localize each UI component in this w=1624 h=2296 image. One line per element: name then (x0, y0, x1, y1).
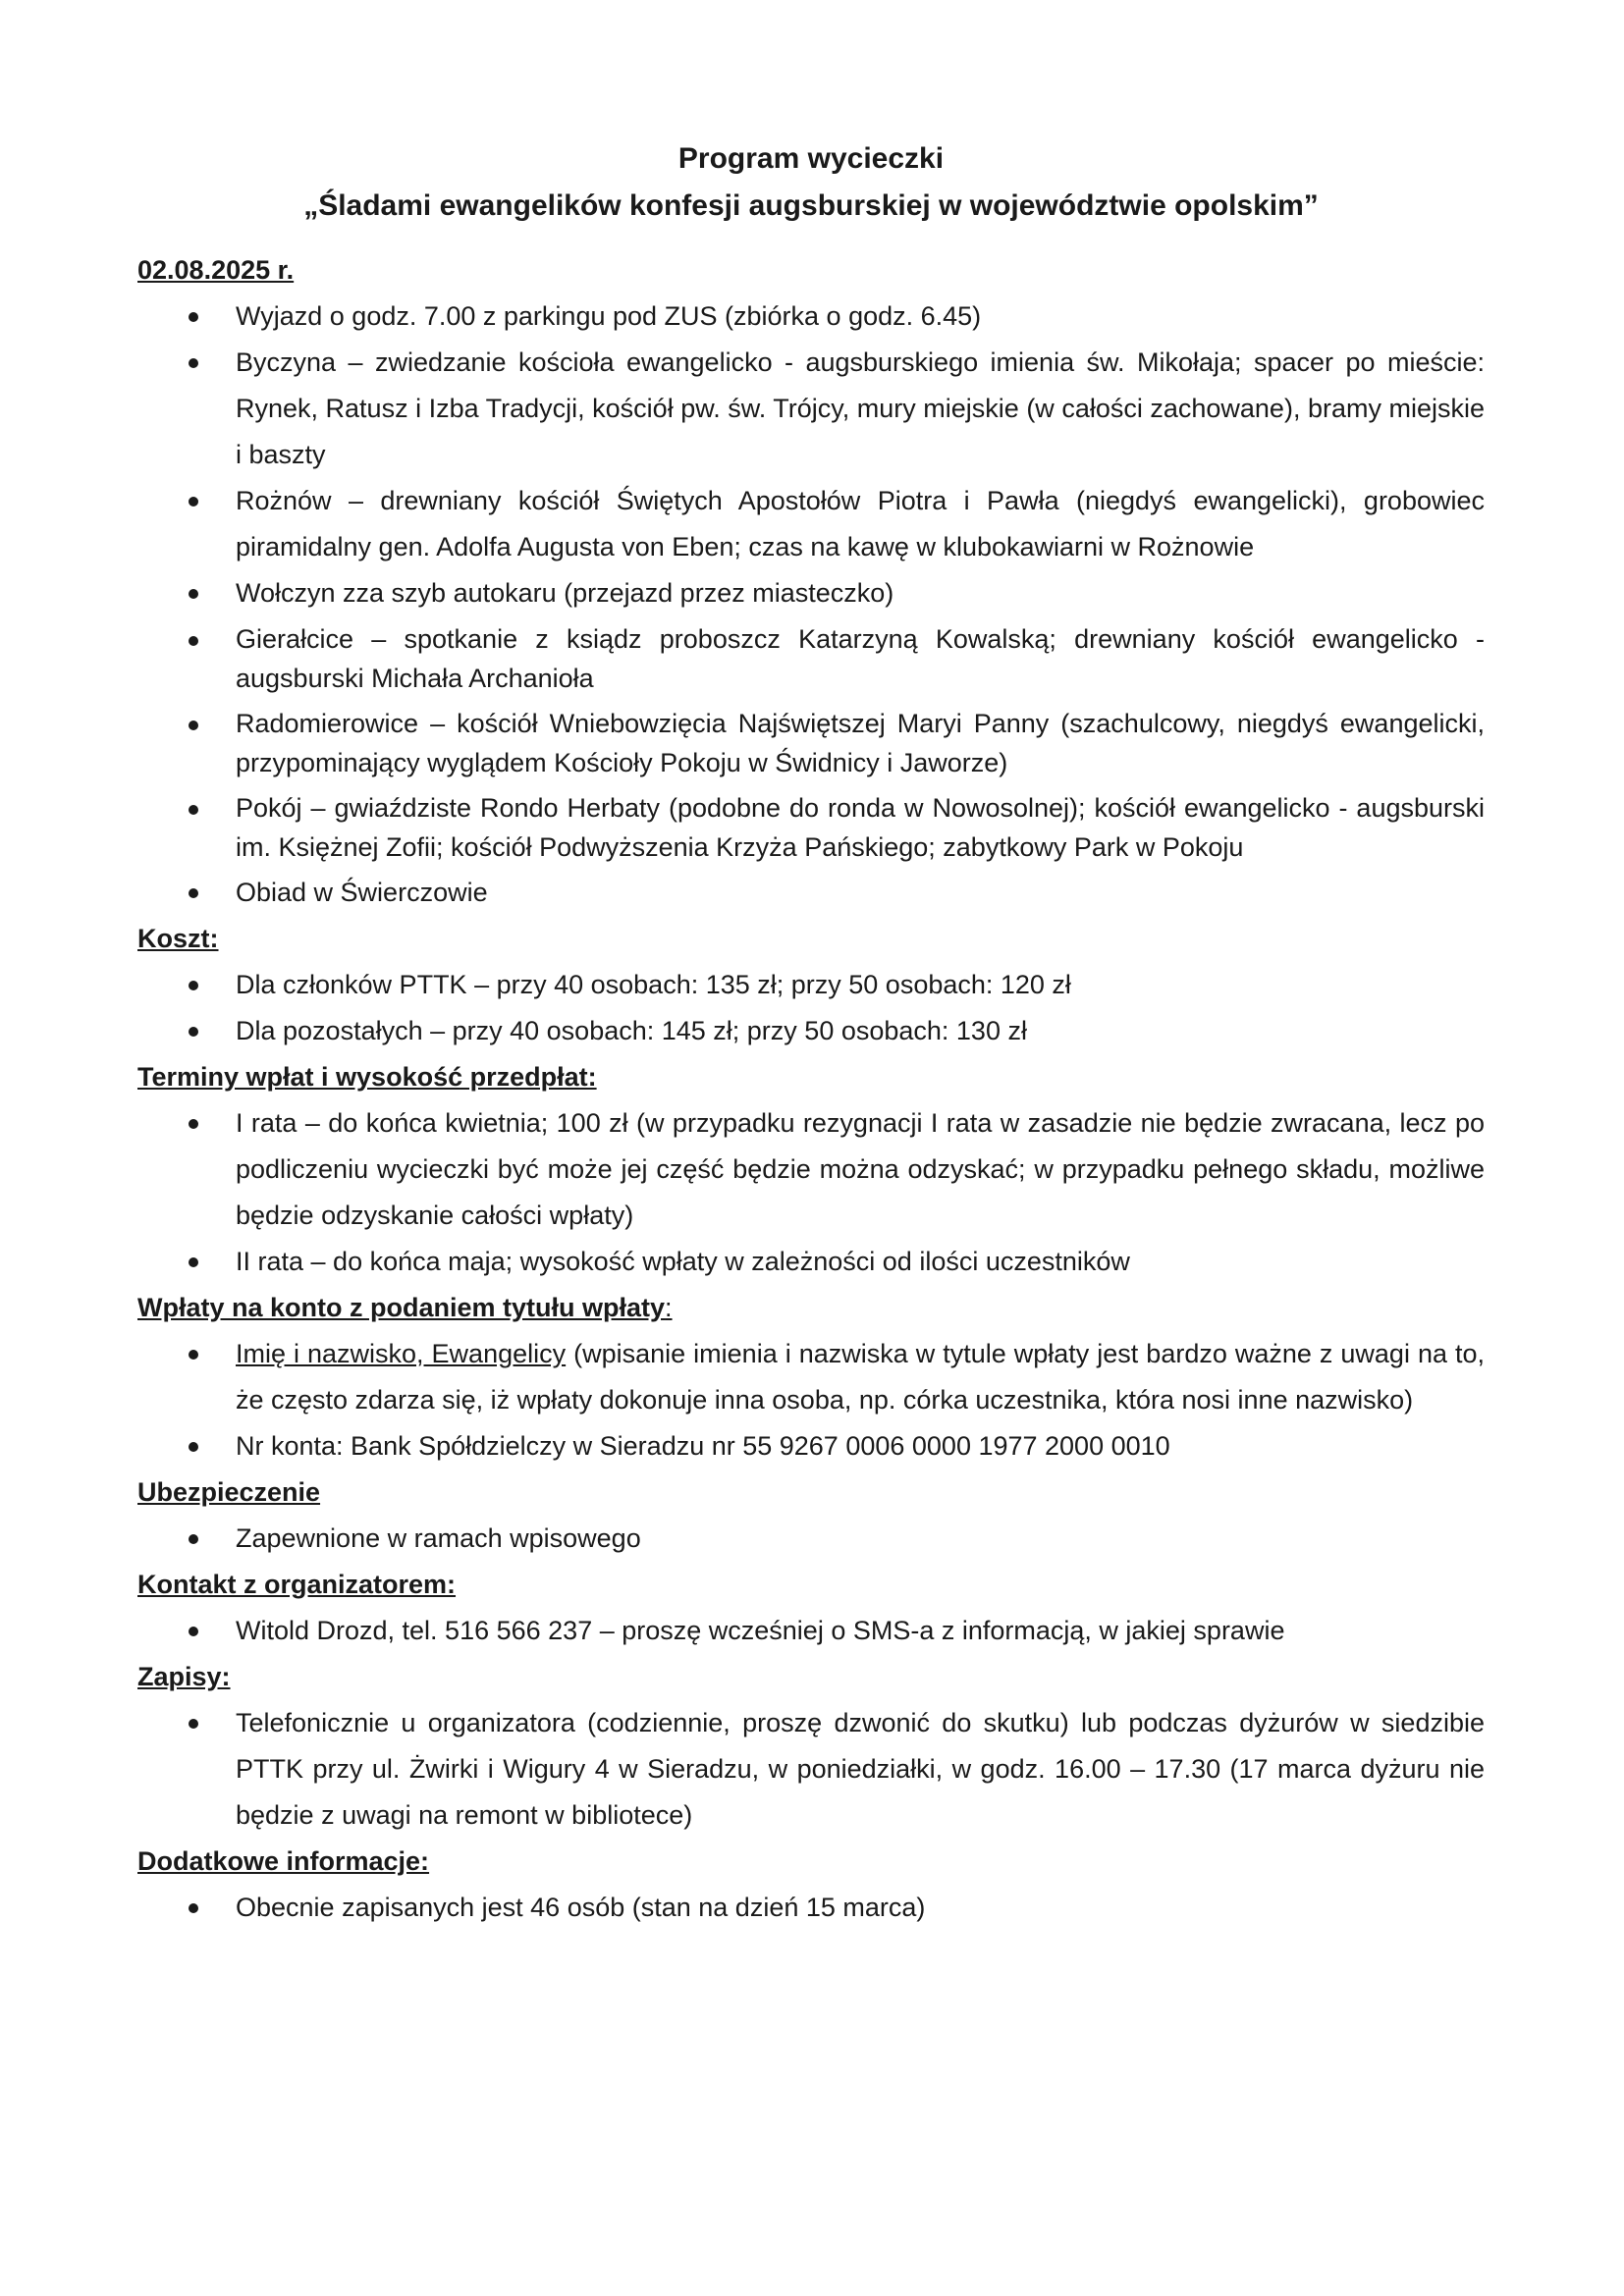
list-item: Dla członków PTTK – przy 40 osobach: 135 zł; przy 50 osobach: 120 zł (137, 962, 1485, 1008)
list-item: I rata – do końca kwietnia; 100 zł (w przypadku rezygnacji I rata w zasadzie nie będzie zwracana, lecz po podliczeniu wycieczki być może jej część będzie można odzyskać; w przypadku pełnego składu, możliwe będzie odzyskanie całości wpłaty) (137, 1100, 1485, 1239)
bullet-icon (189, 1027, 198, 1037)
account-number: Nr konta: Bank Spółdzielczy w Sieradzu nr 55 9267 0006 0000 1977 2000 0010 (236, 1431, 1170, 1461)
bullet-icon (189, 1257, 198, 1267)
date-heading: 02.08.2025 r. (137, 255, 295, 285)
signup-list (137, 1700, 1485, 1839)
transfer-heading: Wpłaty na konto z podaniem tytułu wpłaty: (137, 1293, 673, 1322)
cost-list (137, 962, 1485, 1054)
list-item: Zapewnione w ramach wpisowego (137, 1516, 1485, 1562)
bullet-icon (189, 589, 198, 599)
bullet-icon (189, 1719, 198, 1729)
contact-heading: Kontakt z organizatorem: (137, 1570, 457, 1599)
bullet-icon (189, 981, 198, 990)
list-item: Wołczyn zza szyb autokaru (przejazd przez miasteczko) (137, 570, 1485, 616)
bullet-icon (189, 888, 198, 898)
list-item: Telefonicznie u organizatora (codziennie, proszę dzwonić do skutku) lub podczas dyżurów w siedzibie PTTK przy ul. Żwirki i Wigury 4 w Sieradzu, w poniedziałki, w godz. 16.00 – 17.30 (17 marca dyżuru nie będzie z uwagi na remont w bibliotece) (137, 1700, 1485, 1839)
list-item: Rożnów – drewniany kościół Świętych Apostołów Piotra i Pawła (niegdyś ewangelicki), grobowiec piramidalny gen. Adolfa Augusta von Eben; czas na kawę w klubokawiarni w Rożnowie (137, 478, 1485, 570)
title-line-1: Program wycieczki (677, 142, 945, 175)
bullet-icon (189, 1903, 198, 1913)
bullet-icon (189, 636, 198, 646)
list-item: Witold Drozd, tel. 516 566 237 – proszę wcześniej o SMS-a z informacją, w jakiej sprawie (137, 1608, 1485, 1654)
payment-title-text: Imię i nazwisko, Ewangelicy (236, 1339, 567, 1368)
list-item: Obiad w Świerczowie (137, 870, 1485, 916)
bullet-icon (189, 1119, 198, 1129)
list-item: II rata – do końca maja; wysokość wpłaty w zależności od ilości uczestników (137, 1239, 1485, 1285)
additional-list (137, 1885, 1485, 1931)
list-item: Radomierowice – kościół Wniebowzięcia Najświętszej Maryi Panny (szachulcowy, niegdyś ewangelicki, przypominający wyglądem Kościoły Pokoju w Świdnicy i Jaworze) (137, 701, 1485, 785)
bullet-icon (189, 1442, 198, 1452)
insurance-heading: Ubezpieczenie (137, 1477, 321, 1507)
bullet-icon (189, 721, 198, 730)
list-item: Byczyna – zwiedzanie kościoła ewangelicko - augsburskiego imienia św. Mikołaja; spacer po mieście: Rynek, Ratusz i Izba Tradycji, kościół pw. św. Trójcy, mury miejskie (w całości zachowane), bramy miejskie i baszty (137, 340, 1485, 478)
payments-list (137, 1100, 1485, 1285)
document-title (137, 135, 1485, 230)
list-item: Obecnie zapisanych jest 46 osób (stan na dzień 15 marca) (137, 1885, 1485, 1931)
bullet-icon (189, 358, 198, 368)
bullet-icon (189, 1627, 198, 1636)
signup-heading: Zapisy: (137, 1662, 231, 1691)
itinerary-list (137, 294, 1485, 916)
title-line-2: „Śladami ewangelików konfesji augsburskiej w województwie opolskim” (303, 189, 1319, 222)
bullet-icon (189, 805, 198, 815)
list-item: Wyjazd o godz. 7.00 z parkingu pod ZUS (zbiórka o godz. 6.45) (137, 294, 1485, 340)
transfer-list (137, 1331, 1485, 1469)
contact-list (137, 1608, 1485, 1654)
insurance-list (137, 1516, 1485, 1562)
bullet-icon (189, 1534, 198, 1544)
list-item (137, 1423, 1485, 1469)
list-item: Dla pozostałych – przy 40 osobach: 145 zł; przy 50 osobach: 130 zł (137, 1008, 1485, 1054)
payments-heading: Terminy wpłat i wysokość przedpłat: (137, 1062, 597, 1092)
additional-heading: Dodatkowe informacje: (137, 1846, 430, 1876)
bullet-icon (189, 312, 198, 322)
list-item: Gierałcice – spotkanie z ksiądz proboszcz Katarzyną Kowalską; drewniany kościół ewangelicko - augsburski Michała Archanioła (137, 616, 1485, 701)
list-item: Pokój – gwiaździste Rondo Herbaty (podobne do ronda w Nowosolnej); kościół ewangelicko - augsburski im. Księżnej Zofii; kościół Podwyższenia Krzyża Pańskiego; zabytkowy Park w Pokoju (137, 785, 1485, 870)
bullet-icon (189, 1350, 198, 1360)
document-page (137, 135, 1485, 1931)
bullet-icon (189, 497, 198, 507)
list-item: Imię i nazwisko, Ewangelicy (wpisanie imienia i nazwiska w tytule wpłaty jest bardzo ważne z uwagi na to, że często zdarza się, iż wpłaty dokonuje inna osoba, np. córka uczestnika, która nosi inne nazwisko) (137, 1331, 1485, 1423)
cost-heading: Koszt: (137, 924, 219, 953)
